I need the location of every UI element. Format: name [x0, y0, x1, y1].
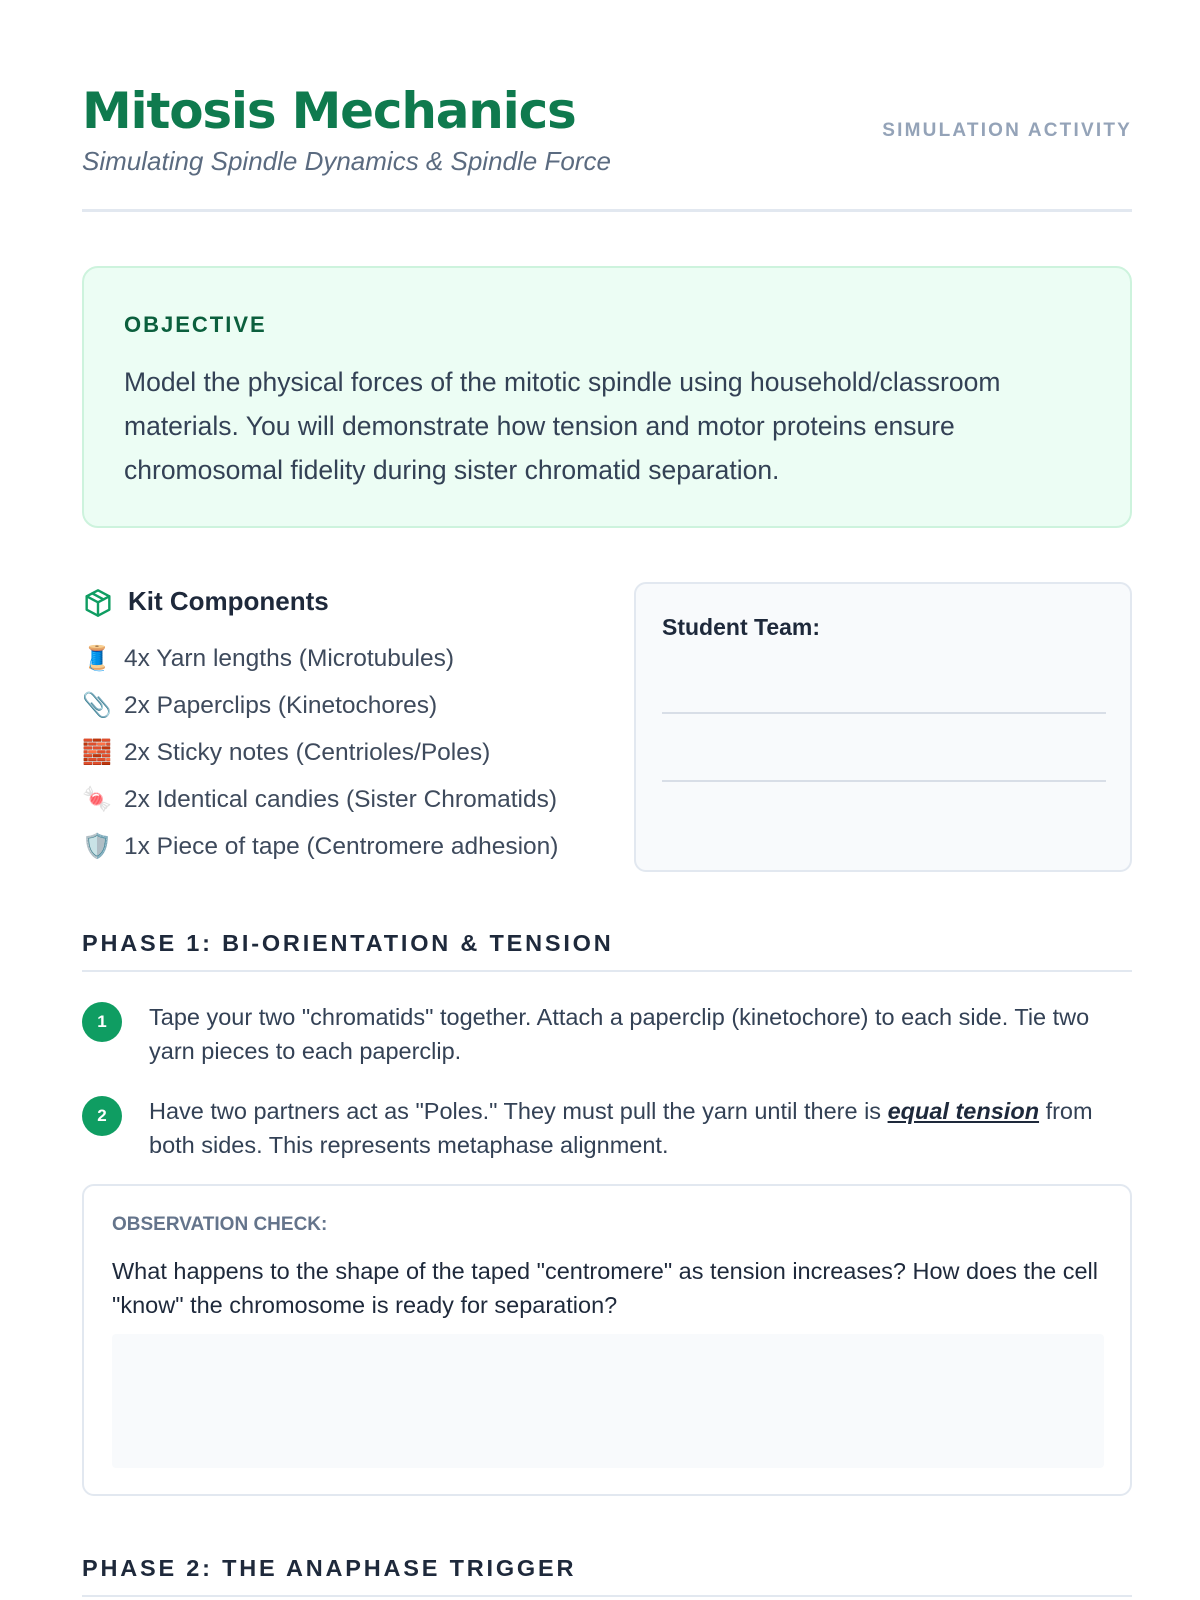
kit-item [82, 832, 602, 879]
step-number-badge: 1 [82, 1002, 122, 1042]
phase-2-heading [82, 1549, 1132, 1597]
candy-icon: 🍬 [82, 786, 112, 813]
observation-answer-area[interactable] [112, 1334, 1104, 1468]
kit-item-label: 1x Piece of tape (Centromere adhesion) [124, 833, 559, 860]
kit-item [82, 691, 602, 738]
student-team-box [634, 582, 1132, 872]
observation-question: What happens to the shape of the taped "centromere" as tension increases? How does the cell "know" the chromosome is ready for separation? [112, 1258, 1099, 1318]
step-text [149, 1094, 1132, 1162]
kit-title: Kit Components [128, 586, 329, 616]
kit-list [82, 644, 602, 879]
team-name-line[interactable] [662, 780, 1106, 782]
step-number-badge: 2 [82, 1096, 122, 1136]
kit-item-label: 2x Identical candies (Sister Chromatids) [124, 786, 558, 813]
step-text: Tape your two "chromatids" together. Attach a paperclip (kinetochore) to each side. Tie two yarn pieces to each paperclip. [149, 1004, 1090, 1064]
objective-label: OBJECTIVE [124, 312, 267, 337]
kit-item [82, 738, 602, 785]
shield-icon: 🛡️ [82, 833, 112, 860]
paperclip-icon: 📎 [82, 692, 112, 719]
kit-item-label: 4x Yarn lengths (Microtubules) [124, 645, 454, 672]
package-icon [82, 587, 114, 619]
phase-2-title: PHASE 2: THE ANAPHASE TRIGGER [82, 1555, 577, 1581]
team-name-line[interactable] [662, 712, 1106, 714]
document-type-label: SIMULATION ACTIVITY [882, 120, 1132, 141]
kit-heading [82, 584, 602, 624]
kit-item [82, 785, 602, 832]
yarn-spool-icon: 🧵 [82, 645, 112, 672]
step-text-part: Have two partners act as "Poles." They must pull the yarn until there is [149, 1098, 888, 1124]
kit-components-section [82, 584, 602, 860]
kit-item [82, 644, 602, 691]
bricks-icon: 🧱 [82, 739, 112, 766]
student-team-label: Student Team: [662, 614, 821, 640]
kit-item-label: 2x Paperclips (Kinetochores) [124, 692, 438, 719]
page-subtitle: Simulating Spindle Dynamics & Spindle Force [82, 146, 611, 176]
objective-box [82, 266, 1132, 528]
phase-1-heading [82, 924, 1132, 972]
worksheet-header [82, 78, 1132, 212]
observation-check-box [82, 1184, 1132, 1496]
phase-1-title: PHASE 1: BI-ORIENTATION & TENSION [82, 930, 614, 956]
objective-text: Model the physical forces of the mitotic spindle using household/classroom materials. You will demonstrate how tension and motor proteins ensure chromosomal fidelity during sister chromatid separation. [124, 367, 1001, 485]
kit-item-label: 2x Sticky notes (Centrioles/Poles) [124, 739, 491, 766]
equal-tension-emphasis: equal tension [887, 1098, 1040, 1124]
page-title: Mitosis Mechanics [82, 82, 576, 140]
observation-label: OBSERVATION CHECK: [112, 1214, 328, 1235]
step-text-part: from both sides. This represents metaphase alignment. [149, 1098, 1093, 1158]
